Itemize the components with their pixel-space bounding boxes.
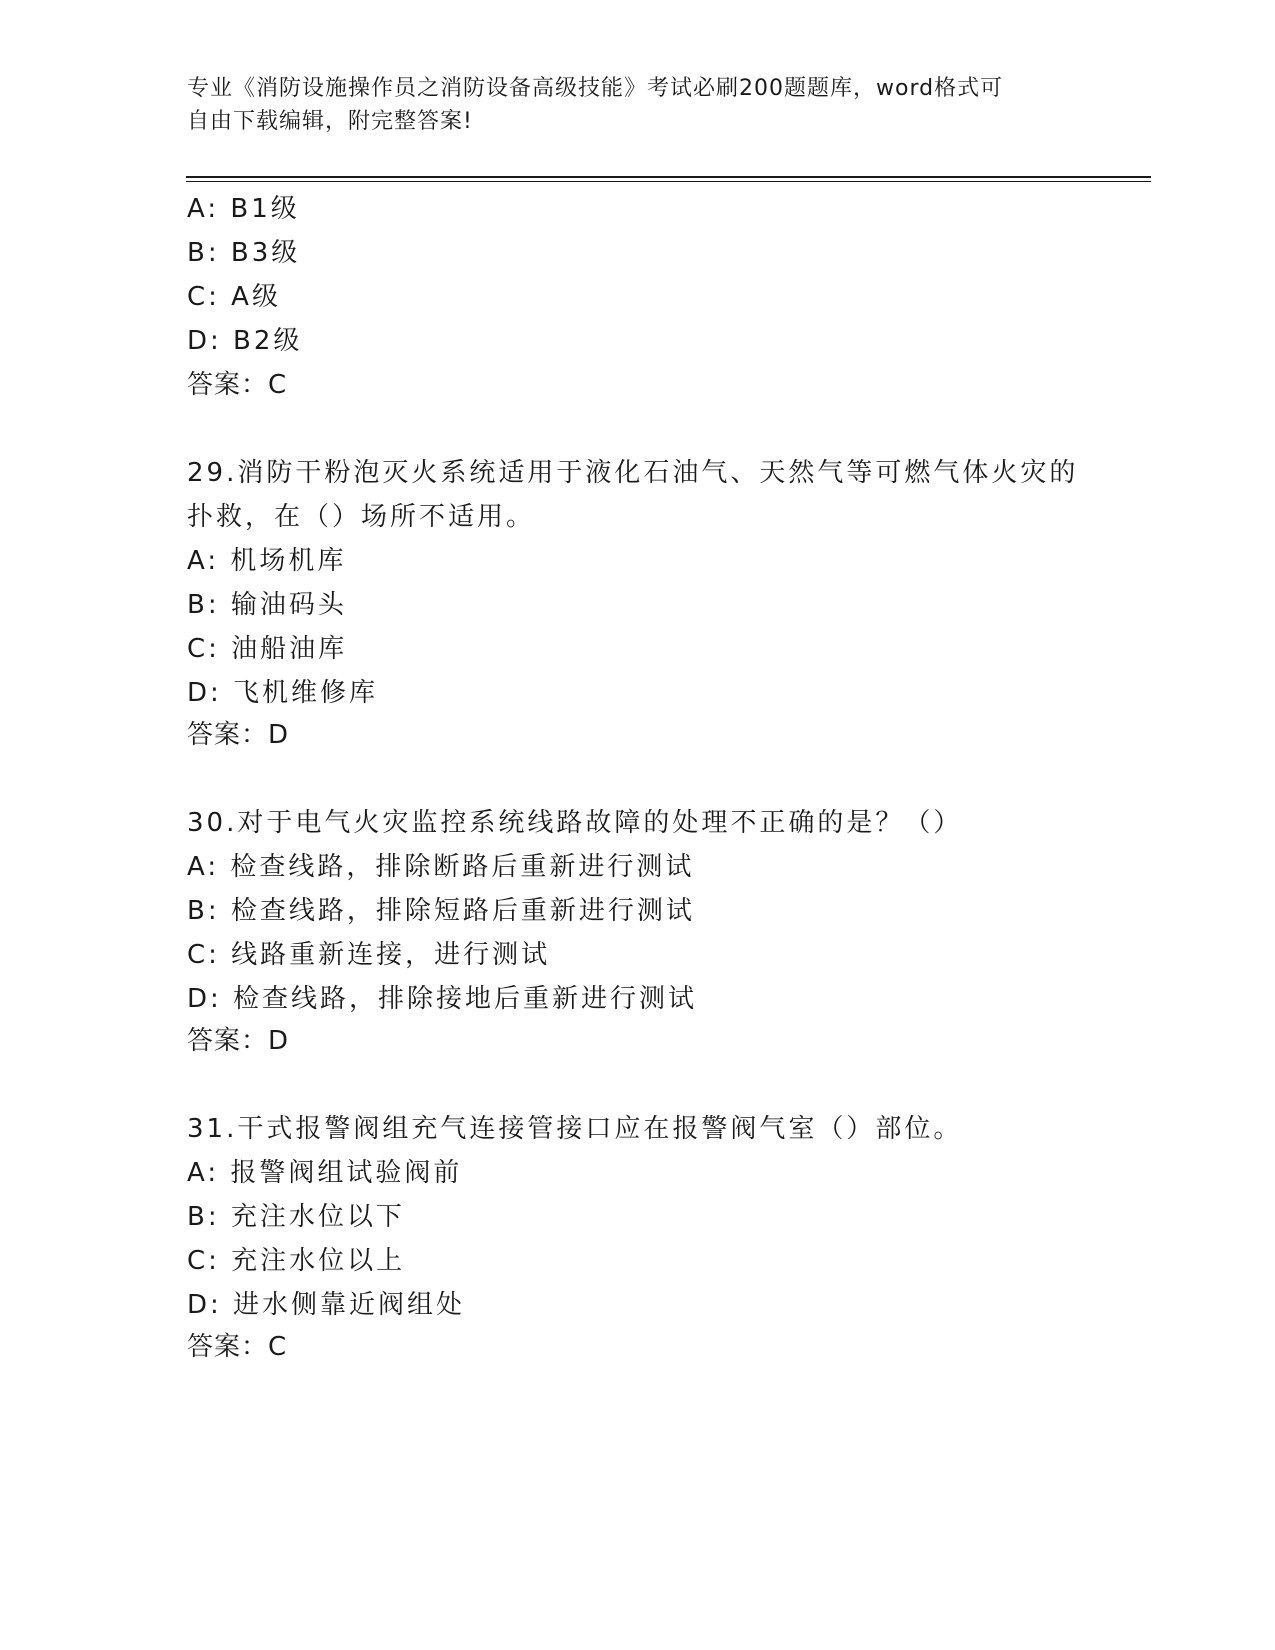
q31-answer: 答案：C <box>187 1332 288 1362</box>
q30-answer: 答案：D <box>187 1026 290 1056</box>
q29-stem-line-1: 29.消防干粉泡灭火系统适用于液化石油气、天然气等可燃气体火灾的 <box>187 458 1079 488</box>
q31-option-a: A: 报警阀组试验阀前 <box>187 1158 463 1188</box>
q29-option-a: A: 机场机库 <box>187 546 347 576</box>
q30-stem-line-1: 30.对于电气火灾监控系统线路故障的处理不正确的是？（） <box>187 808 963 838</box>
q31-option-d: D: 进水侧靠近阀组处 <box>187 1290 466 1320</box>
header-divider-thick <box>186 176 1151 178</box>
q29-option-b: B: 输油码头 <box>187 590 347 620</box>
header-divider-thin <box>186 181 1151 182</box>
q28-option-d: D: B2级 <box>187 326 303 356</box>
q28-option-b: B: B3级 <box>187 238 301 268</box>
q29-option-d: D: 飞机维修库 <box>187 678 379 708</box>
q30-option-c: C: 线路重新连接，进行测试 <box>187 940 551 970</box>
document-header <box>187 72 1067 138</box>
q29-answer: 答案：D <box>187 720 290 750</box>
q31-option-b: B: 充注水位以下 <box>187 1202 405 1232</box>
q31-option-c: C: 充注水位以上 <box>187 1246 406 1276</box>
q31-stem-line-1: 31.干式报警阀组充气连接管接口应在报警阀气室（）部位。 <box>187 1114 963 1144</box>
q30-option-d: D: 检查线路，排除接地后重新进行测试 <box>187 984 698 1014</box>
q28-answer: 答案：C <box>187 370 288 400</box>
q28-option-c: C: A级 <box>187 282 281 312</box>
header-line-2: 自由下载编辑，附完整答案! <box>187 109 473 134</box>
q30-option-a: A: 检查线路，排除断路后重新进行测试 <box>187 852 695 882</box>
header-line-1: 专业《消防设施操作员之消防设备高级技能》考试必刷200题题库，word格式可 <box>187 76 1004 101</box>
q28-option-a: A: B1级 <box>187 194 300 224</box>
q30-option-b: B: 检查线路，排除短路后重新进行测试 <box>187 896 695 926</box>
q29-option-c: C: 油船油库 <box>187 634 348 664</box>
q29-stem-line-2: 扑救，在（）场所不适用。 <box>187 502 536 532</box>
